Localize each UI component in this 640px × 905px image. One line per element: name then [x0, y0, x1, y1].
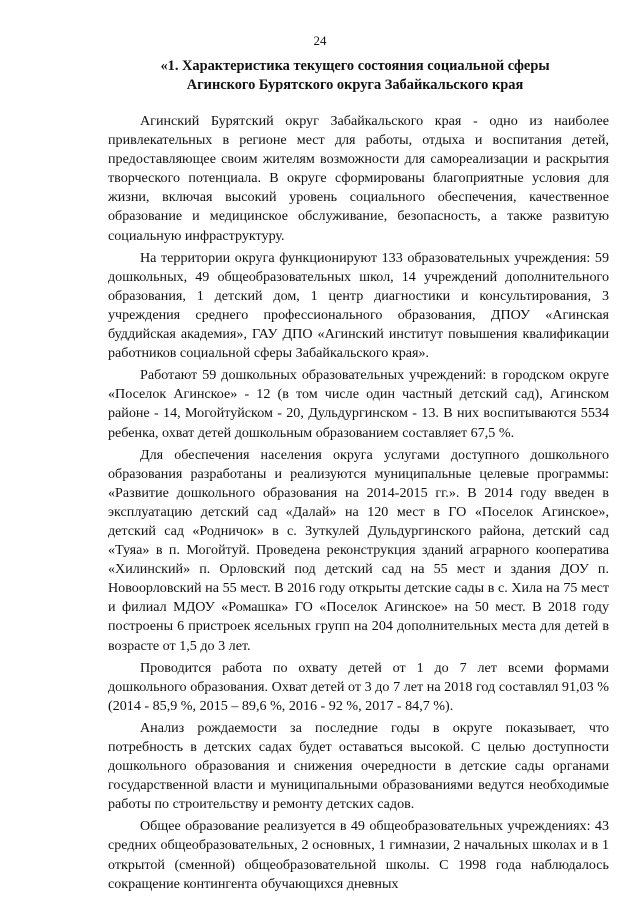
paragraph-programs: Для обеспечения населения округа услугами доступного дошкольного образования разработаны и реализуются муниципальные целевые программы: «Развитие дошкольного образования на 2014-2015 гг.». В 2014 году введен в эксплуатацию детский сад «Далай» на 120 мест в ГО «Поселок Агинское», детский сад «Родничок» в с. Зуткулей Дульдургинского района, детский сад «Туяа» в п. Могойтуй. Проведена реконструкция зданий аграрного кооператива «Хилинский» п. Орловский под детский сад на 55 мест и здания ДОУ п. Новоорловский на 55 мест. В 2016 году открыты детские сады в с. Хила на 75 мест и филиал МДОУ «Ромашка» ГО «Поселок Агинское» на 50 мест. В 2018 году построены 6 пристроек ясельных групп на 204 дополнительных места для детей в возрасте от 1,5 до 3 лет. — [108, 446, 609, 654]
paragraph-intro: Агинский Бурятский округ Забайкальского края - одно из наиболее привлекательных в регионе мест для работы, отдыха и воспитания детей, предоставляющее своим жителям возможности для самореализации и раскрытия творческого потенциала. В округе сформированы благоприятные условия для жизни, включая высокий уровень социального обеспечения, качественное образование и медицинское обслуживание, безопасность, а также развитую социальную инфраструктуру. — [108, 113, 609, 244]
section-heading — [110, 57, 600, 94]
paragraph-preschools: Работают 59 дошкольных образовательных учреждений: в городском округе «Поселок Агинское» - 12 (в том числе один частный детский сад), Агинском районе - 14, Могойтуйском - 20, Дульдургинском - 13. В них воспитываются 5534 ребенка, охват детей дошкольным образованием составляет 67,5 %. — [108, 367, 609, 441]
paragraph-general-education: Общее образование реализуется в 49 общеобразовательных учреждениях: 43 средних общеобразовательных, 2 основных, 1 гимназии, 2 начальных школах и в 1 открытой (сменной) общеобразовательной школы. С 1998 года наблюдалось сокращение контингента обучающихся дневных — [108, 818, 609, 892]
page-number: 24 — [313, 33, 327, 48]
body-text — [108, 112, 609, 897]
paragraph-coverage: Проводится работа по охвату детей от 1 до 7 лет всеми формами дошкольного образования. Охват детей от 3 до 7 лет на 2018 год составлял 91,03 % (2014 - 85,9 %, 2015 – 89,6 %, 2016 - 92 %, 2017 - 84,7 %). — [108, 659, 609, 714]
paragraph-birth-analysis: Анализ рождаемости за последние годы в округе показывает, что потребность в детских садах будет оставаться высокой. С целью доступности дошкольного образования и снижения очередности в детские сады органами государственной власти и муниципальными образованиями ведутся необходимые работы по строительству и ремонту детских садов. — [108, 719, 609, 813]
section-heading-line-1: «1. Характеристика текущего состояния социальной сферы — [160, 58, 550, 74]
paragraph-institutions: На территории округа функционируют 133 образовательных учреждения: 59 дошкольных, 49 общеобразовательных школ, 14 учреждений дополнительного образования, 1 детский дом, 1 центр диагностики и консультирования, 3 учреждения среднего профессионального образования, ДПОУ «Агинская буддийская академия», ГАУ ДПО «Агинский институт повышения квалификации работников социальной сферы Забайкальского края». — [108, 249, 609, 362]
section-heading-line-2: Агинского Бурятского округа Забайкальского края — [186, 76, 524, 93]
